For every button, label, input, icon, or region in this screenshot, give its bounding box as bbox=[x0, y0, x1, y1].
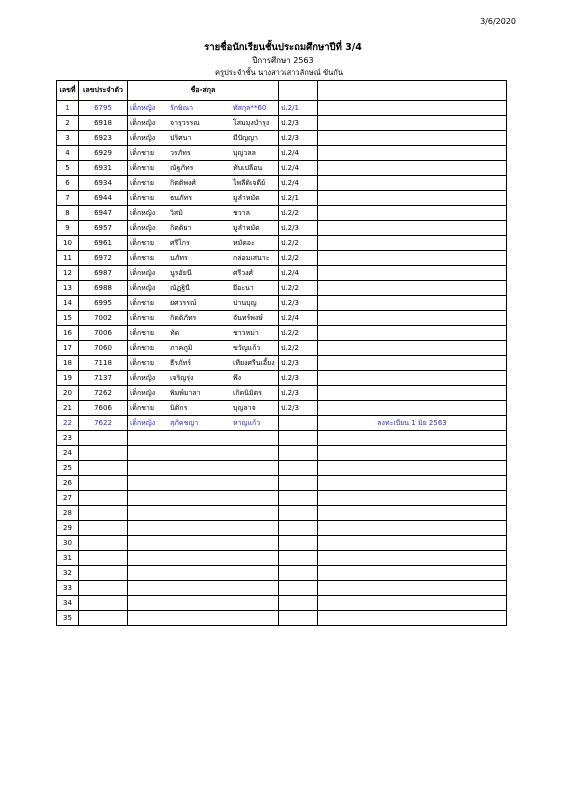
row-note bbox=[318, 371, 507, 386]
table-row bbox=[57, 221, 507, 236]
row-class bbox=[279, 461, 318, 476]
row-id: 6918 bbox=[79, 116, 128, 131]
row-first-name: ทัด bbox=[170, 328, 180, 337]
row-last-name: โสมมุงบำรุง bbox=[233, 118, 270, 127]
row-id: 7137 bbox=[79, 371, 128, 386]
table-row bbox=[57, 131, 507, 146]
row-no: 29 bbox=[57, 521, 79, 536]
row-name bbox=[128, 311, 279, 326]
row-first-name: ยศวรรณ์ bbox=[170, 298, 197, 307]
row-id: 7118 bbox=[79, 356, 128, 371]
table-row bbox=[57, 536, 507, 551]
row-last-name: มีปัญญา bbox=[233, 133, 258, 142]
table-row bbox=[57, 521, 507, 536]
row-id: 6988 bbox=[79, 281, 128, 296]
row-no: 30 bbox=[57, 536, 79, 551]
table-row bbox=[57, 176, 507, 191]
table-row bbox=[57, 356, 507, 371]
row-first-name: รักษิณา bbox=[170, 103, 194, 112]
row-name bbox=[128, 566, 279, 581]
row-note bbox=[318, 206, 507, 221]
row-name bbox=[128, 296, 279, 311]
row-id bbox=[79, 551, 128, 566]
row-id bbox=[79, 536, 128, 551]
row-first-name: ศรีไกร bbox=[170, 238, 190, 247]
row-name bbox=[128, 206, 279, 221]
row-no: 35 bbox=[57, 611, 79, 626]
row-first-name: ปริศนา bbox=[170, 133, 192, 142]
row-id bbox=[79, 596, 128, 611]
row-gender: เด็กชาย bbox=[130, 193, 154, 202]
row-note bbox=[318, 581, 507, 596]
table-row bbox=[57, 461, 507, 476]
table-row bbox=[57, 401, 507, 416]
row-note bbox=[318, 386, 507, 401]
row-gender: เด็กหญิง bbox=[130, 268, 156, 277]
row-gender: เด็กหญิง bbox=[130, 283, 156, 292]
row-id: 6995 bbox=[79, 296, 128, 311]
row-id bbox=[79, 431, 128, 446]
row-note bbox=[318, 341, 507, 356]
table-row bbox=[57, 326, 507, 341]
row-name bbox=[128, 461, 279, 476]
row-first-name: พิมพ์มาลา bbox=[170, 388, 201, 397]
row-gender: เด็กหญิง bbox=[130, 208, 156, 217]
row-first-name: กิตติภัทร bbox=[170, 313, 197, 322]
row-last-name: ศรีวงศ์ bbox=[233, 268, 253, 277]
table-row bbox=[57, 236, 507, 251]
row-id: 7060 bbox=[79, 341, 128, 356]
row-id: 7606 bbox=[79, 401, 128, 416]
row-class bbox=[279, 536, 318, 551]
table-row bbox=[57, 191, 507, 206]
row-first-name: สุภัคชญา bbox=[170, 418, 199, 427]
row-id: 6972 bbox=[79, 251, 128, 266]
row-gender: เด็กชาย bbox=[130, 253, 154, 262]
row-gender: เด็กชาย bbox=[130, 148, 154, 157]
table-row bbox=[57, 416, 507, 431]
row-name bbox=[128, 161, 279, 176]
row-id bbox=[79, 476, 128, 491]
row-no: 22 bbox=[57, 416, 79, 431]
row-note bbox=[318, 521, 507, 536]
table-row bbox=[57, 596, 507, 611]
table-row bbox=[57, 281, 507, 296]
row-first-name: วิสมิ bbox=[170, 208, 183, 217]
table-row bbox=[57, 101, 507, 116]
row-first-name: ณัฐภัทร bbox=[170, 163, 194, 172]
row-name bbox=[128, 131, 279, 146]
row-no: 13 bbox=[57, 281, 79, 296]
row-last-name: ยีอะนา bbox=[233, 283, 254, 292]
row-last-name: พึง bbox=[233, 373, 242, 382]
row-first-name: วรภัทร bbox=[170, 148, 191, 157]
row-class bbox=[279, 416, 318, 431]
row-gender: เด็กชาย bbox=[130, 238, 154, 247]
table-row bbox=[57, 431, 507, 446]
table-header-row bbox=[57, 81, 507, 101]
page-title: รายชื่อนักเรียนชั้นประถมศึกษาปีที่ 3/4 bbox=[204, 42, 362, 53]
row-note bbox=[318, 356, 507, 371]
row-last-name: หาญแก้ว bbox=[233, 418, 261, 427]
row-id bbox=[79, 581, 128, 596]
row-no: 24 bbox=[57, 446, 79, 461]
row-last-name: ทับเปลือน bbox=[233, 163, 263, 172]
row-note bbox=[318, 476, 507, 491]
row-note bbox=[318, 401, 507, 416]
row-name bbox=[128, 551, 279, 566]
row-name bbox=[128, 416, 279, 431]
row-gender: เด็กหญิง bbox=[130, 133, 156, 142]
row-class: ป.2/3 bbox=[279, 401, 318, 416]
row-name bbox=[128, 176, 279, 191]
row-class: ป.2/3 bbox=[279, 131, 318, 146]
row-id: 6947 bbox=[79, 206, 128, 221]
row-gender: เด็กหญิง bbox=[130, 103, 156, 112]
row-id bbox=[79, 566, 128, 581]
row-note bbox=[318, 221, 507, 236]
row-no: 26 bbox=[57, 476, 79, 491]
table-row bbox=[57, 161, 507, 176]
row-last-name: ไพลีดิเจดีย์ bbox=[233, 178, 266, 187]
row-id bbox=[79, 521, 128, 536]
row-class bbox=[279, 431, 318, 446]
row-no: 28 bbox=[57, 506, 79, 521]
row-no: 10 bbox=[57, 236, 79, 251]
row-no: 33 bbox=[57, 581, 79, 596]
row-no: 17 bbox=[57, 341, 79, 356]
table-row bbox=[57, 611, 507, 626]
row-name bbox=[128, 476, 279, 491]
row-note bbox=[318, 431, 507, 446]
row-first-name: นิติกร bbox=[170, 403, 188, 412]
row-no: 34 bbox=[57, 596, 79, 611]
row-class: ป.2/2 bbox=[279, 251, 318, 266]
row-note bbox=[318, 236, 507, 251]
row-id: 6795 bbox=[79, 101, 128, 116]
row-class: ป.2/2 bbox=[279, 341, 318, 356]
row-name bbox=[128, 611, 279, 626]
header-grade bbox=[279, 81, 318, 101]
row-class: ป.2/1 bbox=[279, 191, 318, 206]
row-first-name: กิตติยา bbox=[170, 223, 192, 232]
row-id: 6931 bbox=[79, 161, 128, 176]
row-class: ป.2/2 bbox=[279, 206, 318, 221]
row-note: ลงทะเบียน 1 มิย 2563 bbox=[318, 416, 507, 431]
row-note bbox=[318, 281, 507, 296]
table-row bbox=[57, 311, 507, 326]
row-class bbox=[279, 521, 318, 536]
row-last-name: จันทร์พงษ์ bbox=[233, 313, 263, 322]
row-no: 5 bbox=[57, 161, 79, 176]
row-note bbox=[318, 326, 507, 341]
row-class bbox=[279, 506, 318, 521]
row-name bbox=[128, 371, 279, 386]
row-id bbox=[79, 446, 128, 461]
row-first-name: นูรอัยนี bbox=[170, 268, 192, 277]
row-first-name: ภาคภูมิ bbox=[170, 343, 193, 352]
row-no: 27 bbox=[57, 491, 79, 506]
row-class: ป.2/3 bbox=[279, 371, 318, 386]
row-gender: เด็กชาย bbox=[130, 403, 154, 412]
header-id: เลขประจำตัว bbox=[79, 81, 128, 101]
row-class: ป.2/4 bbox=[279, 311, 318, 326]
row-gender: เด็กหญิง bbox=[130, 118, 156, 127]
row-id: 6957 bbox=[79, 221, 128, 236]
row-gender: เด็กหญิง bbox=[130, 373, 156, 382]
row-class bbox=[279, 566, 318, 581]
row-name bbox=[128, 356, 279, 371]
teacher-name: ครูประจำชั้น นางสาวเสาวลักษณ์ ขันกัน bbox=[215, 68, 343, 77]
table-row bbox=[57, 566, 507, 581]
row-last-name: ปานบุญ bbox=[233, 298, 257, 307]
row-name bbox=[128, 221, 279, 236]
row-no: 1 bbox=[57, 101, 79, 116]
row-no: 8 bbox=[57, 206, 79, 221]
row-id: 7262 bbox=[79, 386, 128, 401]
row-name bbox=[128, 431, 279, 446]
row-first-name: กิตติพงศ์ bbox=[170, 178, 196, 187]
row-last-name: ชวาล bbox=[233, 208, 250, 217]
row-id: 6944 bbox=[79, 191, 128, 206]
row-last-name: บุญวลล bbox=[233, 148, 256, 157]
table-row bbox=[57, 506, 507, 521]
row-first-name: ธีรภัทร์ bbox=[170, 358, 192, 367]
row-gender: เด็กหญิง bbox=[130, 418, 156, 427]
row-name bbox=[128, 536, 279, 551]
row-no: 20 bbox=[57, 386, 79, 401]
row-note bbox=[318, 551, 507, 566]
row-name bbox=[128, 251, 279, 266]
table-row bbox=[57, 146, 507, 161]
row-note bbox=[318, 191, 507, 206]
row-note bbox=[318, 596, 507, 611]
row-first-name: ธนภัทร bbox=[170, 193, 193, 202]
row-note bbox=[318, 146, 507, 161]
row-id: 6961 bbox=[79, 236, 128, 251]
row-name bbox=[128, 101, 279, 116]
row-name bbox=[128, 116, 279, 131]
row-note bbox=[318, 251, 507, 266]
row-class: ป.2/3 bbox=[279, 386, 318, 401]
row-id bbox=[79, 491, 128, 506]
row-id bbox=[79, 611, 128, 626]
table-row bbox=[57, 551, 507, 566]
row-name bbox=[128, 401, 279, 416]
row-note bbox=[318, 266, 507, 281]
row-name bbox=[128, 446, 279, 461]
row-no: 12 bbox=[57, 266, 79, 281]
row-note bbox=[318, 446, 507, 461]
row-note bbox=[318, 176, 507, 191]
row-id: 6934 bbox=[79, 176, 128, 191]
row-id: 6987 bbox=[79, 266, 128, 281]
row-id: 7622 bbox=[79, 416, 128, 431]
row-first-name: จารุวรรณ bbox=[170, 118, 200, 127]
row-last-name: หมัดอะ bbox=[233, 238, 255, 247]
row-no: 15 bbox=[57, 311, 79, 326]
academic-year: ปีการศึกษา 2563 bbox=[252, 56, 314, 65]
row-no: 16 bbox=[57, 326, 79, 341]
row-class bbox=[279, 491, 318, 506]
table-row bbox=[57, 206, 507, 221]
row-id bbox=[79, 461, 128, 476]
row-note bbox=[318, 311, 507, 326]
row-note bbox=[318, 536, 507, 551]
row-gender: เด็กชาย bbox=[130, 343, 154, 352]
row-last-name: เกิดนิมิตร bbox=[233, 388, 262, 397]
row-no: 7 bbox=[57, 191, 79, 206]
table-row bbox=[57, 371, 507, 386]
row-name bbox=[128, 596, 279, 611]
row-last-name: มูลำหมัด bbox=[233, 193, 260, 202]
row-class bbox=[279, 596, 318, 611]
table-row bbox=[57, 266, 507, 281]
table-row bbox=[57, 116, 507, 131]
row-name bbox=[128, 491, 279, 506]
row-class: ป.2/3 bbox=[279, 296, 318, 311]
row-class: ป.2/1 bbox=[279, 101, 318, 116]
row-class: ป.2/3 bbox=[279, 221, 318, 236]
row-no: 23 bbox=[57, 431, 79, 446]
table-row bbox=[57, 581, 507, 596]
row-class bbox=[279, 611, 318, 626]
row-last-name: เทียงศรีนเอี้ยง bbox=[233, 358, 275, 367]
table-row bbox=[57, 491, 507, 506]
row-no: 11 bbox=[57, 251, 79, 266]
row-id: 6923 bbox=[79, 131, 128, 146]
row-note bbox=[318, 506, 507, 521]
row-gender: เด็กหญิง bbox=[130, 388, 156, 397]
student-table bbox=[56, 80, 507, 626]
row-no: 21 bbox=[57, 401, 79, 416]
row-name bbox=[128, 506, 279, 521]
row-no: 4 bbox=[57, 146, 79, 161]
row-gender: เด็กชาย bbox=[130, 358, 154, 367]
row-id: 7002 bbox=[79, 311, 128, 326]
row-name bbox=[128, 386, 279, 401]
row-id: 6929 bbox=[79, 146, 128, 161]
row-last-name: ทัสกุล**60 bbox=[233, 103, 267, 112]
row-note bbox=[318, 461, 507, 476]
row-class: ป.2/2 bbox=[279, 326, 318, 341]
header-name: ชื่อ-สกุล bbox=[128, 81, 279, 101]
row-no: 3 bbox=[57, 131, 79, 146]
row-name bbox=[128, 236, 279, 251]
table-row bbox=[57, 476, 507, 491]
row-class: ป.2/4 bbox=[279, 161, 318, 176]
row-name bbox=[128, 281, 279, 296]
row-note bbox=[318, 611, 507, 626]
row-class bbox=[279, 446, 318, 461]
row-no: 2 bbox=[57, 116, 79, 131]
row-last-name: ขวัญแก้ว bbox=[233, 343, 261, 352]
row-last-name: ชาวหม่า bbox=[233, 328, 259, 337]
row-note bbox=[318, 131, 507, 146]
print-date: 3/6/2020 bbox=[480, 17, 516, 26]
row-class: ป.2/2 bbox=[279, 236, 318, 251]
row-gender: เด็กชาย bbox=[130, 178, 154, 187]
table-row bbox=[57, 296, 507, 311]
row-class bbox=[279, 581, 318, 596]
row-class: ป.2/4 bbox=[279, 146, 318, 161]
row-last-name: กล่อมเสนาะ bbox=[233, 253, 270, 262]
row-name bbox=[128, 341, 279, 356]
header-no: เลขที่ bbox=[57, 81, 79, 101]
row-no: 18 bbox=[57, 356, 79, 371]
row-class: ป.2/3 bbox=[279, 116, 318, 131]
header-note bbox=[318, 81, 507, 101]
row-note bbox=[318, 296, 507, 311]
row-no: 19 bbox=[57, 371, 79, 386]
row-last-name: มูลำหมัด bbox=[233, 223, 260, 232]
row-gender: เด็กชาย bbox=[130, 298, 154, 307]
row-id bbox=[79, 506, 128, 521]
row-gender: เด็กชาย bbox=[130, 163, 154, 172]
row-no: 31 bbox=[57, 551, 79, 566]
row-class: ป.2/4 bbox=[279, 176, 318, 191]
row-name bbox=[128, 191, 279, 206]
row-name bbox=[128, 266, 279, 281]
row-no: 32 bbox=[57, 566, 79, 581]
row-gender: เด็กหญิง bbox=[130, 223, 156, 232]
table-body bbox=[57, 101, 507, 626]
row-no: 6 bbox=[57, 176, 79, 191]
row-note bbox=[318, 116, 507, 131]
table-row bbox=[57, 446, 507, 461]
row-class: ป.2/4 bbox=[279, 266, 318, 281]
row-first-name: ณัฏฐินี bbox=[170, 283, 190, 292]
row-name bbox=[128, 521, 279, 536]
row-no: 14 bbox=[57, 296, 79, 311]
row-note bbox=[318, 491, 507, 506]
row-id: 7006 bbox=[79, 326, 128, 341]
row-first-name: นภัทร bbox=[170, 253, 188, 262]
row-class bbox=[279, 476, 318, 491]
row-name bbox=[128, 326, 279, 341]
table-row bbox=[57, 251, 507, 266]
row-no: 9 bbox=[57, 221, 79, 236]
row-note bbox=[318, 101, 507, 116]
table-row bbox=[57, 341, 507, 356]
row-first-name: เจริญรุ่ง bbox=[170, 373, 194, 382]
row-no: 25 bbox=[57, 461, 79, 476]
row-gender: เด็กชาย bbox=[130, 313, 154, 322]
row-class bbox=[279, 551, 318, 566]
table-row bbox=[57, 386, 507, 401]
row-name bbox=[128, 146, 279, 161]
row-note bbox=[318, 566, 507, 581]
row-gender: เด็กชาย bbox=[130, 328, 154, 337]
row-note bbox=[318, 161, 507, 176]
row-class: ป.2/2 bbox=[279, 281, 318, 296]
row-name bbox=[128, 581, 279, 596]
row-class: ป.2/3 bbox=[279, 356, 318, 371]
row-last-name: บุญลาจ bbox=[233, 403, 256, 412]
